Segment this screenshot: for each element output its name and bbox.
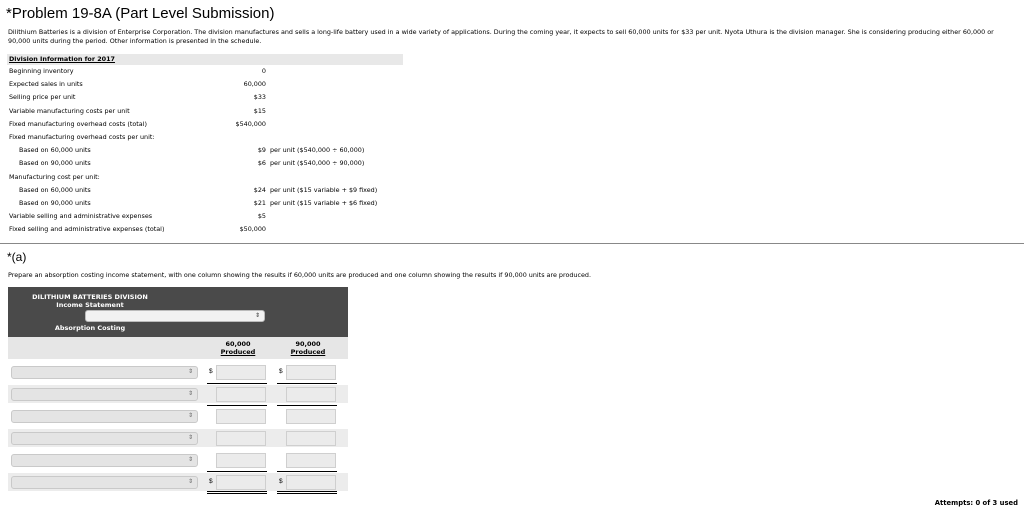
select-arrow-icon: ⇕ xyxy=(187,435,193,441)
statement-row xyxy=(8,363,348,381)
double-underline xyxy=(277,491,337,494)
info-row xyxy=(7,131,403,144)
underline xyxy=(277,383,337,384)
amount-input-60000[interactable] xyxy=(216,409,266,424)
statement-name: Income Statement xyxy=(56,301,124,309)
statement-row xyxy=(8,429,348,447)
column-header-90000 xyxy=(280,340,336,356)
attempts-counter: Attempts: 0 of 3 used xyxy=(934,499,1018,507)
underline xyxy=(277,405,337,406)
double-underline xyxy=(207,491,267,494)
info-note: per unit ($540,000 ÷ 90,000) xyxy=(270,159,365,168)
info-value: $540,000 xyxy=(235,119,266,128)
statement-company: DILITHIUM BATTERIES DIVISION xyxy=(32,293,148,301)
line-item-select[interactable] xyxy=(11,432,198,445)
info-value: 0 xyxy=(261,67,266,75)
info-row xyxy=(7,65,403,78)
statement-method: Absorption Costing xyxy=(54,324,126,332)
amount-input-60000[interactable] xyxy=(216,431,266,446)
info-value: $21 xyxy=(253,198,266,207)
info-label: Fixed manufacturing overhead costs per unit: xyxy=(9,132,155,141)
info-label: Variable manufacturing costs per unit xyxy=(9,106,130,115)
info-row xyxy=(7,105,403,118)
info-row xyxy=(7,118,403,131)
underline xyxy=(207,383,267,384)
select-arrow-icon: ⇕ xyxy=(187,413,193,419)
info-label: Beginning inventory xyxy=(9,67,74,75)
underline xyxy=(207,405,267,406)
column-header-line1: 60,000 xyxy=(225,340,251,348)
select-arrow-icon: ⇕ xyxy=(187,391,193,397)
info-value: $33 xyxy=(253,93,266,102)
info-row xyxy=(7,144,403,157)
underline xyxy=(277,471,337,472)
info-note: per unit ($15 variable + $9 fixed) xyxy=(270,185,378,194)
statement-row xyxy=(8,407,348,425)
info-row xyxy=(7,197,403,210)
info-row xyxy=(7,91,403,104)
info-label: Fixed selling and administrative expenses (total) xyxy=(9,225,165,234)
info-value: $6 xyxy=(257,159,266,168)
currency-symbol: $ xyxy=(279,478,283,485)
part-a-label: *(a) xyxy=(7,250,27,264)
info-row xyxy=(7,171,403,184)
statement-row xyxy=(8,451,348,469)
amount-input-90000[interactable] xyxy=(286,431,336,446)
period-select[interactable] xyxy=(85,310,265,322)
amount-input-90000[interactable] xyxy=(286,453,336,468)
info-label: Fixed manufacturing overhead costs (total) xyxy=(9,119,147,128)
line-item-select[interactable] xyxy=(11,454,198,467)
info-label: Based on 60,000 units xyxy=(19,146,91,155)
info-value: $24 xyxy=(253,185,266,194)
income-statement-form xyxy=(8,287,348,493)
statement-header xyxy=(8,287,348,337)
column-header-line2: Produced xyxy=(290,348,326,356)
info-label: Based on 90,000 units xyxy=(19,198,91,207)
amount-input-90000[interactable] xyxy=(286,475,336,490)
info-value: $50,000 xyxy=(239,225,266,234)
info-row xyxy=(7,78,403,91)
currency-symbol: $ xyxy=(279,368,283,375)
statement-row-total xyxy=(8,473,348,491)
problem-title: *Problem 19-8A (Part Level Submission) xyxy=(6,5,275,22)
amount-input-60000[interactable] xyxy=(216,365,266,380)
select-arrow-icon: ⇕ xyxy=(187,369,193,375)
division-info-table xyxy=(7,54,403,236)
amount-input-90000[interactable] xyxy=(286,365,336,380)
section-divider xyxy=(0,243,1024,244)
info-row xyxy=(7,210,403,223)
info-label: Variable selling and administrative expenses xyxy=(9,212,153,221)
info-label: Manufacturing cost per unit: xyxy=(9,172,100,181)
select-arrow-icon: ⇕ xyxy=(187,457,193,463)
info-value: 60,000 xyxy=(243,80,266,89)
column-header-line1: 90,000 xyxy=(295,340,321,348)
amount-input-90000[interactable] xyxy=(286,409,336,424)
currency-symbol: $ xyxy=(209,478,213,485)
column-header-band xyxy=(8,337,348,359)
info-row xyxy=(7,157,403,170)
line-item-select[interactable] xyxy=(11,410,198,423)
info-note: per unit ($540,000 ÷ 60,000) xyxy=(270,146,365,155)
part-a-instructions: Prepare an absorption costing income statement, with one column showing the results if 60,000 units are produced and one column showing the results if 90,000 units are produced. xyxy=(8,271,592,279)
line-item-select[interactable] xyxy=(11,366,198,379)
info-label: Based on 90,000 units xyxy=(19,159,91,168)
select-arrow-icon: ⇕ xyxy=(187,479,193,485)
info-label: Based on 60,000 units xyxy=(19,185,91,194)
line-item-select[interactable] xyxy=(11,388,198,401)
amount-input-90000[interactable] xyxy=(286,387,336,402)
info-row xyxy=(7,223,403,236)
currency-symbol: $ xyxy=(209,368,213,375)
amount-input-60000[interactable] xyxy=(216,453,266,468)
column-header-line2: Produced xyxy=(220,348,256,356)
underline xyxy=(207,471,267,472)
line-item-select[interactable] xyxy=(11,476,198,489)
statement-row xyxy=(8,385,348,403)
info-value: $15 xyxy=(253,106,266,115)
amount-input-60000[interactable] xyxy=(216,475,266,490)
column-header-60000 xyxy=(210,340,266,356)
amount-input-60000[interactable] xyxy=(216,387,266,402)
info-label: Expected sales in units xyxy=(9,80,83,89)
info-label: Selling price per unit xyxy=(9,93,76,102)
info-value: $9 xyxy=(257,146,266,155)
info-row xyxy=(7,184,403,197)
info-note: per unit ($15 variable + $6 fixed) xyxy=(270,198,378,207)
select-arrow-icon: ⇕ xyxy=(254,313,260,319)
info-value: $5 xyxy=(257,212,266,221)
problem-intro: Dilithium Batteries is a division of Enterprise Corporation. The division manufactures and sells a long-life battery used in a wide variety of applications. During the coming year, it expects to sell 60,000 units for $33 per unit. Nyota Uthura is the division manager. She is considering producing either 60,000 or 90,000 units during the period. Other information is presented in the schedule. xyxy=(8,28,994,45)
division-info-heading: Division Information for 2017 xyxy=(7,54,403,65)
